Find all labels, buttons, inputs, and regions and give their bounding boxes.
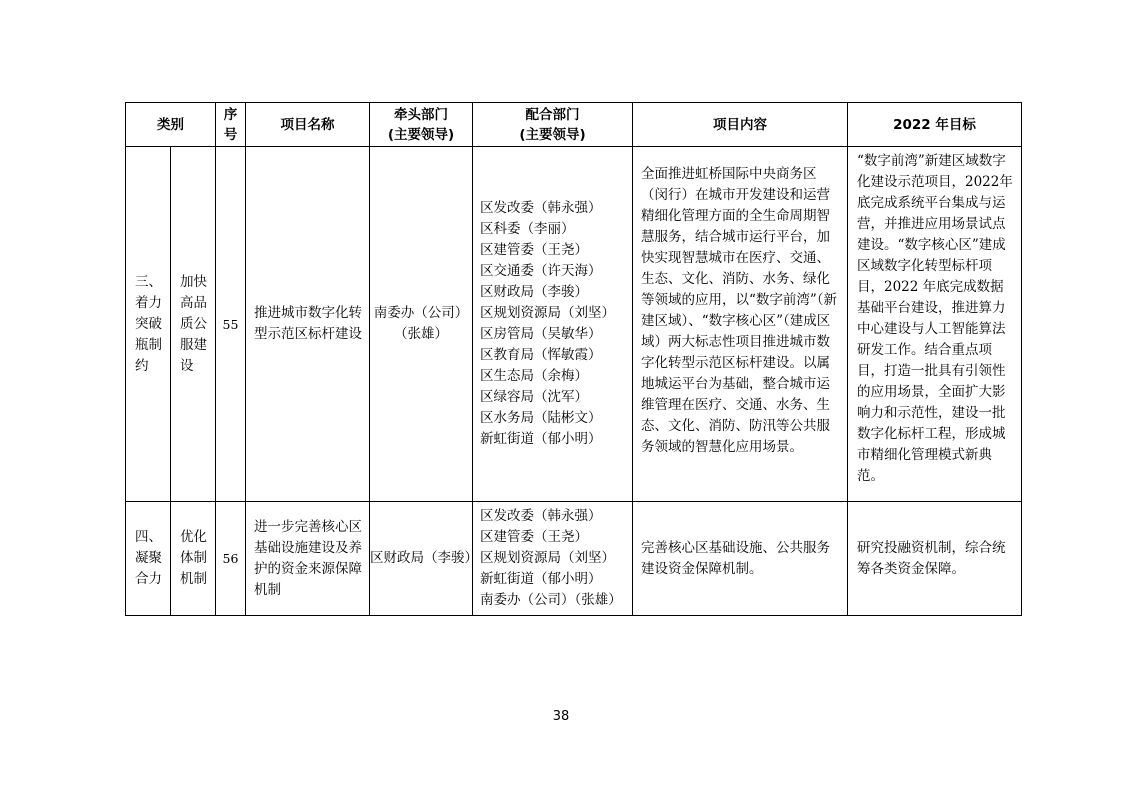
header-seq: 序号 bbox=[216, 103, 246, 147]
header-content: 项目内容 bbox=[633, 103, 848, 147]
project-name-cell: 推进城市数字化转型示范区标杆建设 bbox=[246, 147, 370, 502]
lead-dept-cell: 区财政局（李骏） bbox=[370, 502, 473, 616]
project-name-cell: 进一步完善核心区基础设施建设及养护的资金来源保障机制 bbox=[246, 502, 370, 616]
category-level2-cell: 优化体制机制 bbox=[171, 502, 216, 616]
header-name: 项目名称 bbox=[246, 103, 370, 147]
coop-dept-cell: 区发改委（韩永强） 区建管委（王尧） 区规划资源局（刘坚） 新虹街道（郁小明） 南委办（公司）（张雄） bbox=[473, 502, 633, 616]
category-level1-cell: 三、着力突破瓶制约 bbox=[126, 147, 171, 502]
seq-cell: 55 bbox=[216, 147, 246, 502]
project-content-cell: 全面推进虹桥国际中央商务区（闵行）在城市开发建设和运营精细化管理方面的全生命周期智慧服务，结合城市运行平台，加快实现智慧城市在医疗、交通、生态、文化、消防、水务、绿化等领域的应用，以“数字前湾”（新建区域）、“数字核心区”（建成区域）两大标志性项目推进城市数字化转型示范区标杆建设。以属地城运平台为基础，整合城市运维管理在医疗、交通、水务、生态、文化、消防、防汛等公共服务领域的智慧化应用场景。 bbox=[633, 147, 848, 502]
category-level2-cell: 加快高品质公服建设 bbox=[171, 147, 216, 502]
target-cell: 研究投融资机制，综合统筹各类资金保障。 bbox=[848, 502, 1022, 616]
header-lead-dept: 牵头部门 (主要领导) bbox=[370, 103, 473, 147]
page-number: 38 bbox=[552, 709, 570, 724]
project-table bbox=[125, 102, 1022, 616]
lead-dept-cell: 南委办（公司）（张雄） bbox=[370, 147, 473, 502]
category-level1-cell: 四、凝聚合力 bbox=[126, 502, 171, 616]
seq-cell: 56 bbox=[216, 502, 246, 616]
table-row bbox=[126, 147, 1022, 502]
header-category: 类别 bbox=[126, 103, 216, 147]
header-row bbox=[126, 103, 1022, 147]
header-target: 2022 年目标 bbox=[848, 103, 1022, 147]
header-coop-dept: 配合部门 (主要领导) bbox=[473, 103, 633, 147]
coop-dept-cell: 区发改委（韩永强） 区科委（李丽） 区建管委（王尧） 区交通委（许天海） 区财政局（李骏） 区规划资源局（刘坚） 区房管局（吴敏华） 区教育局（恽敏霞） 区生态局（余梅） 区绿容局（沈军） 区水务局（陆彬文） 新虹街道（郁小明） bbox=[473, 147, 633, 502]
project-content-cell: 完善核心区基础设施、公共服务建设资金保障机制。 bbox=[633, 502, 848, 616]
target-cell: “数字前湾”新建区域数字化建设示范项目，2022年底完成系统平台集成与运营，并推进应用场景试点建设。“数字核心区”建成区域数字化转型标杆项目，2022 年底完成数据基础平台建设，推进算力中心建设与人工智能算法研发工作。结合重点项目，打造一批具有引领性的应用场景，全面扩大影响力和示范性，建设一批数字化标杆工程，形成城市精细化管理模式新典范。 bbox=[848, 147, 1022, 502]
table-row bbox=[126, 502, 1022, 616]
